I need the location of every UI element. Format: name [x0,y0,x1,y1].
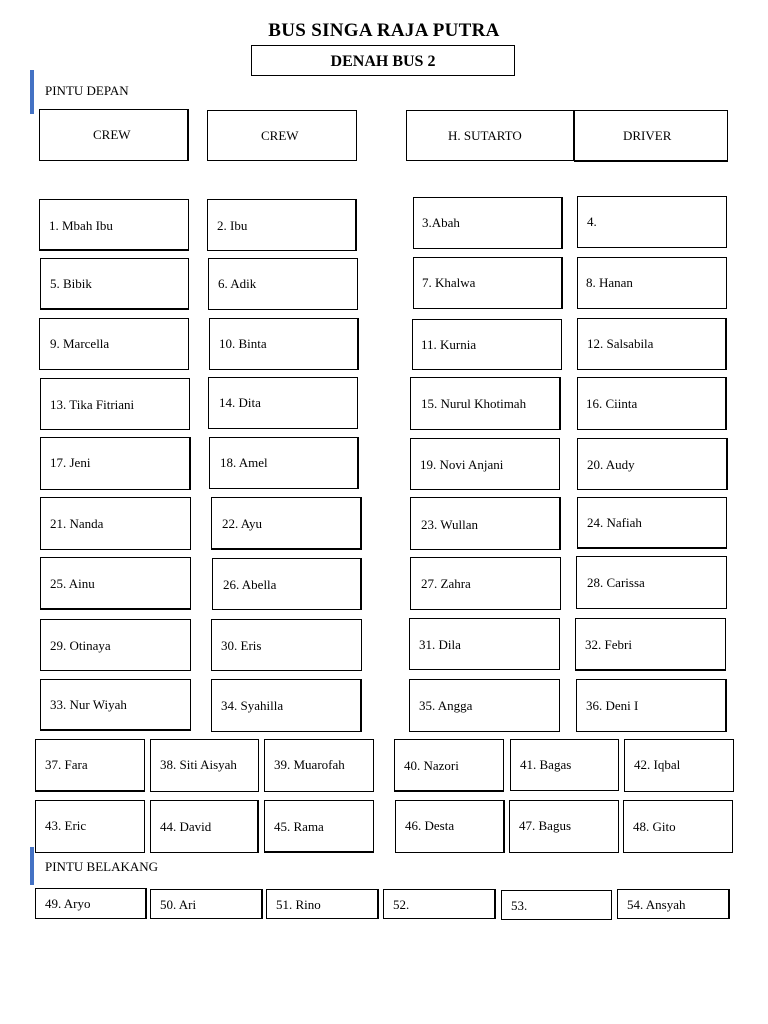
seat-label: 2. Ibu [217,218,248,233]
seat-28 [576,556,727,609]
seat-9 [39,318,189,370]
seat-22 [211,497,362,550]
seat-18 [209,437,359,489]
seat-label: 43. Eric [45,818,87,833]
seat-label: 48. Gito [633,819,676,834]
seat-15 [410,377,561,430]
seat-23 [410,497,561,550]
seat-46 [395,800,505,853]
seat-label: 51. Rino [276,897,321,912]
seat-label: 29. Otinaya [50,638,111,653]
seat-label: 50. Ari [160,897,197,912]
seat-label: 41. Bagas [520,757,572,772]
seat-label: 35. Angga [419,698,473,713]
seat-label: 25. Ainu [50,576,95,591]
seat-39 [264,739,374,792]
seat-48 [623,800,733,853]
front-door-label [45,83,129,99]
seat-label: 45. Rama [274,819,324,834]
front-door-marker [30,70,34,114]
seat-label: 18. Amel [220,455,268,470]
seat-7 [413,257,563,309]
seat-43 [35,800,145,853]
front-seat [39,109,189,161]
seat-label: 7. Khalwa [422,275,476,290]
seat-label: 24. Nafiah [587,515,642,530]
seat-26 [212,558,362,610]
seat-label: 4. [587,214,597,229]
seat-52 [383,889,496,919]
front-seat-label: CREW [93,127,131,142]
seat-53 [501,890,612,920]
seat-12 [577,318,727,370]
seat-label: 16. Ciinta [586,396,638,411]
seat-label: 26. Abella [223,577,277,592]
seat-54 [617,889,730,919]
seat-21 [40,497,191,550]
seat-20 [577,438,728,490]
seat-19 [410,438,560,490]
seat-label: 33. Nur Wiyah [50,697,127,712]
seat-label: 31. Dila [419,637,461,652]
seat-17 [40,437,191,490]
front-seat [207,110,357,161]
seat-label: 46. Desta [405,818,455,833]
seat-2 [207,199,357,251]
seat-label: 10. Binta [219,336,267,351]
seat-33 [40,679,191,731]
seat-label: 54. Ansyah [627,897,686,912]
seat-45 [264,800,374,853]
seat-4 [577,196,727,248]
seat-label: 34. Syahilla [221,698,284,713]
page-title: BUS SINGA RAJA PUTRA [268,20,500,41]
front-seat-label: DRIVER [623,128,672,143]
seat-label: 52. [393,897,410,912]
seat-label: 32. Febri [585,637,632,652]
seat-label: 53. [511,898,528,913]
seat-label: 12. Salsabila [587,336,654,351]
seat-label: 39. Muarofah [274,757,345,772]
seat-24 [577,497,727,549]
layout-subtitle: DENAH BUS 2 [251,45,515,76]
seat-29 [40,619,191,671]
seat-label: 17. Jeni [50,455,91,470]
seat-label: 23. Wullan [421,517,479,532]
seat-42 [624,739,734,792]
rear-door-label [45,859,158,875]
seat-label: 9. Marcella [50,336,110,351]
seat-51 [266,889,379,919]
front-seat-label: H. SUTARTO [448,128,522,143]
seat-11 [412,319,562,370]
seat-label: 42. Iqbal [634,757,681,772]
driver-seat [574,110,728,162]
seat-label: 38. Siti Aisyah [160,757,237,772]
seat-35 [409,679,560,732]
seat-label: 27. Zahra [421,576,471,591]
seat-31 [409,618,560,670]
seat-37 [35,739,145,792]
seat-50 [150,889,263,919]
seat-8 [577,257,727,309]
seat-40 [394,739,504,792]
seat-34 [211,679,362,732]
seat-27 [410,557,561,610]
seat-5 [40,258,189,310]
seat-label: 30. Eris [221,638,262,653]
seat-label: 36. Deni I [586,698,639,713]
seat-47 [509,800,619,853]
seat-14 [208,377,358,429]
seat-1 [39,199,189,251]
seat-label: 5. Bibik [50,276,92,291]
front-seat [406,110,574,161]
seat-label: 19. Novi Anjani [420,457,504,472]
seat-36 [576,679,727,732]
front-seat-label: CREW [261,128,299,143]
seat-6 [208,258,358,310]
seat-label: 47. Bagus [519,818,571,833]
seat-label: 20. Audy [587,457,635,472]
seat-label: 44. David [160,819,212,834]
seat-13 [40,378,190,430]
seat-49 [35,888,147,919]
seat-25 [40,557,191,610]
seat-30 [211,619,362,671]
seat-label: 13. Tika Fitriani [50,397,135,412]
seat-label: 22. Ayu [222,516,262,531]
seat-label: 6. Adik [218,276,257,291]
seat-label: 49. Aryo [45,896,91,911]
seat-38 [150,739,259,792]
seat-label: 8. Hanan [586,275,633,290]
seat-10 [209,318,359,370]
seat-41 [510,739,619,791]
front-door-text: PINTU DEPAN [45,83,129,98]
rear-door-text: PINTU BELAKANG [45,859,159,874]
rear-door-marker [30,847,34,885]
seat-label: 3.Abah [422,215,460,230]
seat-label: 21. Nanda [50,516,104,531]
seat-32 [575,618,726,671]
seat-label: 15. Nurul Khotimah [421,396,527,411]
seat-16 [577,377,727,430]
seat-label: 40. Nazori [404,758,459,773]
seat-3 [413,197,563,249]
seat-label: 1. Mbah Ibu [49,218,113,233]
seat-label: 11. Kurnia [421,337,477,352]
seat-label: 37. Fara [45,757,88,772]
seat-label: 14. Dita [219,395,261,410]
seat-44 [150,800,259,853]
seat-label: 28. Carissa [587,575,645,590]
